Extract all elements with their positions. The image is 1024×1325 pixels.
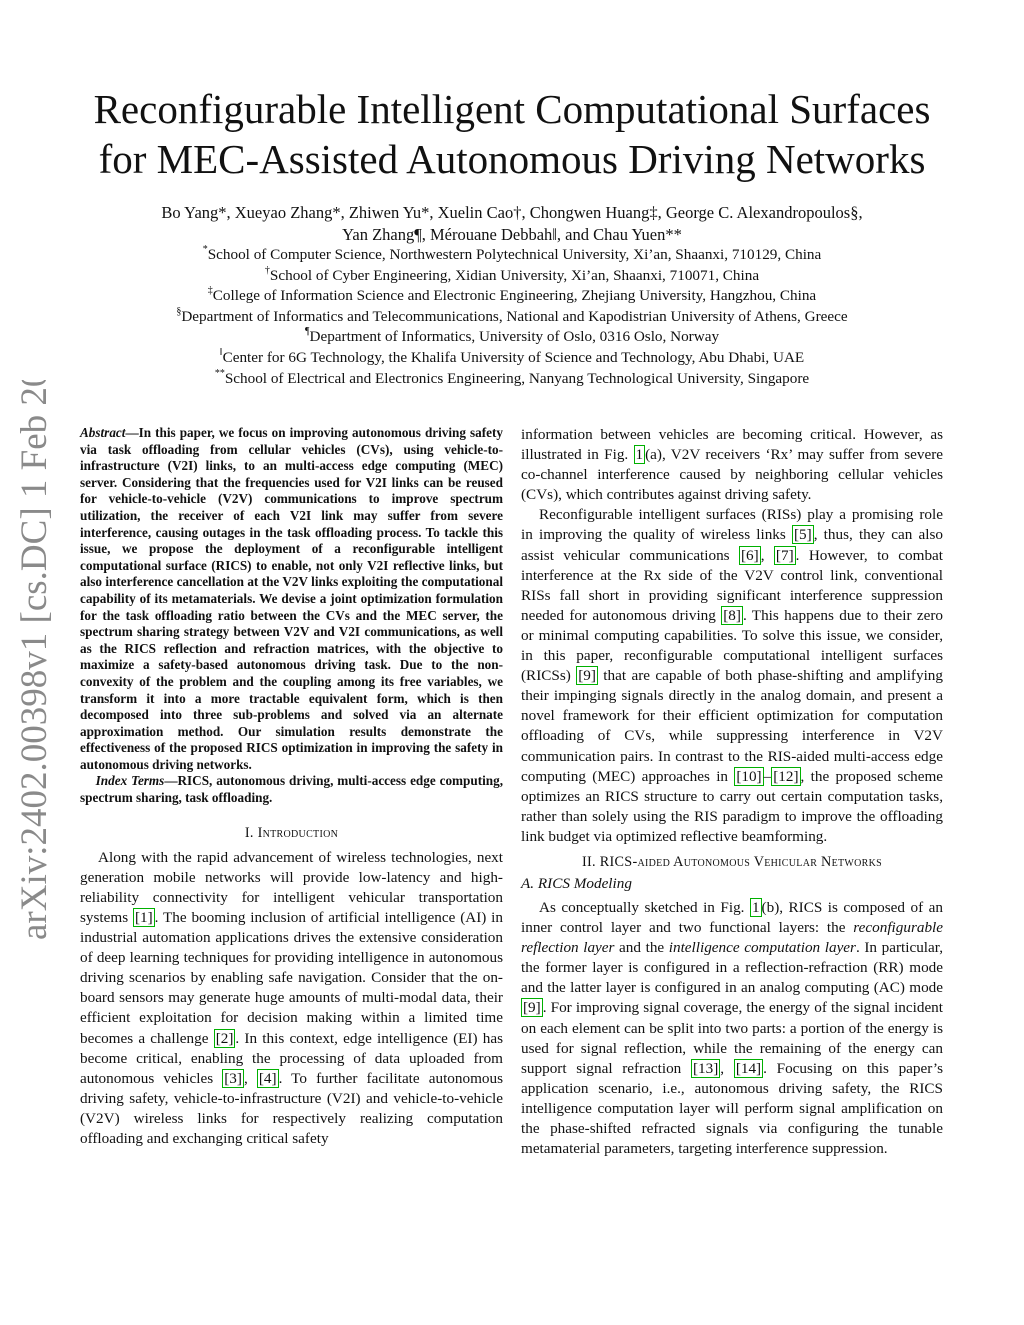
title-line-2: for MEC-Assisted Autonomous Driving Networks — [98, 136, 926, 182]
author-line-1: Bo Yang*, Xueyao Zhang*, Zhiwen Yu*, Xuelin Cao†, Chongwen Huang‡, George C. Alexandropoulos§, — [161, 203, 863, 222]
citation-link[interactable]: [9] — [578, 667, 596, 685]
affiliation: *School of Computer Science, Northwestern Polytechnical University, Xi’an, Shaanxi, 710129, China — [202, 243, 822, 263]
citation-link[interactable]: [9] — [523, 999, 541, 1017]
abstract — [80, 425, 503, 773]
abstract-text: —In this paper, we focus on improving autonomous driving safety via task offloading from cellular vehicles (CVs), using vehicle-to-infrastructure (V2I) links, to an multi-access edge computing (MEC) server. Considering that the frequencies used for V2I links can be reused for vehicle-to-vehicle (V2V) communications to improve spectrum utilization, the receiver of each V2I link may suffer from severe interference, causing outages in the task offloading process. To tackle this issue, we propose the deployment of a reconfigurable intelligent computational surface (RICS) to enable, not only V2I reflective links, but also interference cancellation at the V2V links exploiting the computational capability of its metamaterials. We devise a joint optimization formulation for the task offloading ratio between the CVs and the MEC server, the spectrum sharing strategy between V2V and V2I communications, as well as the RICS reflection and refraction matrices, with the objective to maximize a safety-based autonomous driving task. Due to the non-convexity of the problem and the coupling among its free variables, we transform it into a more tractable equivalent form, which is then decomposed into three sub-problems and solved via an alternate approximation method. Our simulation results demonstrate the effectiveness of the proposed RICS optimization in improving the safety in autonomous driving networks. — [80, 425, 503, 772]
citation-link[interactable]: [10] — [736, 767, 762, 785]
paper-title — [60, 84, 964, 184]
affiliation: **School of Electrical and Electronics Engineering, Nanyang Technological University, Singapore — [214, 367, 810, 387]
figure-link[interactable]: 1 — [751, 898, 760, 916]
affiliation: ‖Center for 6G Technology, the Khalifa University of Science and Technology, Abu Dhabi, UAE — [219, 346, 805, 366]
paragraph: Reconfigurable intelligent surfaces (RISs) play a promising role in improving the quality of wireless links [5] , thus, they can also assist vehicular communications [6] , [7] . However, to combat interference at the Rx side of the V2V control link, conventional RISs fall short in providing significant interference suppression needed for autonomous driving [8] . This happens due to their zero or minimal computing capabilities. To solve this issue, we consider, in this paper, reconfigurable computational intelligent surfaces (RICSs) [9] that are capable of both phase-shifting and amplifying their impinging signals directly in the analog domain, and present a novel framework for their efficient optimization for computation offloading of CVs, while suppressing interference in V2V communication pairs. In contrast to the RIS-aided multi-access edge computing (MEC) approaches in [10] – [12] , the proposed scheme optimizes an RICS structure to carry out certain computation tasks, rather than solely using the RIS paradigm to improve the offloading link budget via optimized reflective beamforming. — [521, 506, 943, 845]
abstract-label: Abstract — [80, 425, 126, 440]
index-terms-label: Index Terms — [95, 773, 165, 789]
citation-link[interactable]: [6] — [741, 546, 759, 564]
citation-link[interactable]: [8] — [723, 606, 741, 624]
citation-link[interactable]: [7] — [775, 546, 794, 564]
left-column — [80, 425, 503, 1149]
affiliation-list — [60, 245, 964, 389]
index-terms — [80, 773, 503, 806]
paragraph: information between vehicles are becoming critical. However, as illustrated in Fig. 1 (a), V2V receivers ‘Rx’ may suffer from severe co-channel interference caused by neighboring cellular vehicles (CVs), which contributes against driving safety. — [521, 426, 944, 504]
arxiv-identifier — [2, 380, 60, 940]
author-list — [60, 202, 964, 246]
affiliation: ‡College of Information Science and Electronic Engineering, Zhejiang University, Hangzhou, China — [207, 285, 817, 305]
introduction-body-continued — [521, 425, 943, 847]
section-heading-rics: II. RICS-aided Autonomous Vehicular Networks — [581, 853, 883, 870]
affiliation: †School of Cyber Engineering, Xidian University, Xi’an, Shaanxi, 710071, China — [264, 264, 760, 284]
introduction-body — [80, 848, 503, 1149]
svg-text:arXiv:2402.00398v1 [cs.DC] 1: arXiv:2402.00398v1 [cs.DC] 1 Feb 2024 — [14, 380, 55, 940]
citation-link[interactable]: [3] — [224, 1069, 242, 1087]
citation-link[interactable]: [1] — [134, 908, 153, 926]
section-heading-introduction: I. Introduction — [244, 824, 339, 841]
title-line-1: Reconfigurable Intelligent Computational Surfaces — [93, 86, 931, 132]
rics-modeling-body — [521, 898, 943, 1159]
subsection-heading-rics-modeling: A. RICS Modeling — [521, 874, 632, 892]
right-column — [521, 425, 943, 1159]
paragraph: As conceptually sketched in Fig. 1 (b), RICS is composed of an inner control layer and two functional layers: the reconfigurable reflection layer and the intelligence computation layer. In particular, the former layer is configured in a reflection-refraction (RR) mode and the latter layer is configured in an analog computing (AC) mode [9] . For improving signal coverage, the energy of the signal incident on each element can be split into two parts: a portion of the energy is used for signal reflection, while the remaining of the energy can support signal refraction [13] , [14] . Focusing on this paper’s application scenario, i.e., autonomous driving safety, the RICS intelligence computation layer will perform signal amplification on the phase-shifted refracted signals via configuring the tunable metamaterial parameters, targeting interference suppression. — [521, 898, 944, 1158]
citation-link[interactable]: [13] — [692, 1059, 719, 1077]
affiliation: §Department of Informatics and Telecommunications, National and Kapodistrian University of Athens, Greece — [176, 305, 848, 325]
citation-link[interactable]: [14] — [735, 1059, 762, 1077]
citation-link[interactable]: [5] — [793, 526, 812, 544]
index-terms-text: —RICS, autonomous driving, multi-access edge computing, spectrum sharing, task offloading. — [80, 773, 503, 806]
citation-link[interactable]: [12] — [773, 767, 799, 785]
citation-link[interactable]: [4] — [258, 1069, 277, 1087]
paragraph: Along with the rapid advancement of wireless technologies, next generation mobile networks will provide low-latency and high-reliability connectivity for intelligent vehicular transportation systems [1] . The booming inclusion of artificial intelligence (AI) in industrial automation applications drives the extensive consideration of deep learning techniques for providing intelligence in autonomous driving scenarios by enabling safe navigation. Consider that the on-board sensors may generate huge amounts of multi-modal data, their efficient exploitation for decision making within a limited time becomes a challenge [2] . In this context, edge intelligence (EI) has become critical, enabling the processing of data uploaded from autonomous vehicles [3] , [4] . To further facilitate autonomous driving safety, vehicle-to-infrastructure (V2I) and vehicle-to-vehicle (V2V) wireless links for respectively realizing computation offloading and exchanging critical safety — [80, 848, 503, 1147]
figure-link[interactable]: 1 — [635, 446, 644, 464]
affiliation: ¶Department of Informatics, University of Oslo, 0316 Oslo, Norway — [304, 326, 720, 346]
citation-link[interactable]: [2] — [215, 1029, 234, 1047]
author-line-2: Yan Zhang¶, Mérouane Debbah‖, and Chau Yuen** — [342, 225, 682, 244]
